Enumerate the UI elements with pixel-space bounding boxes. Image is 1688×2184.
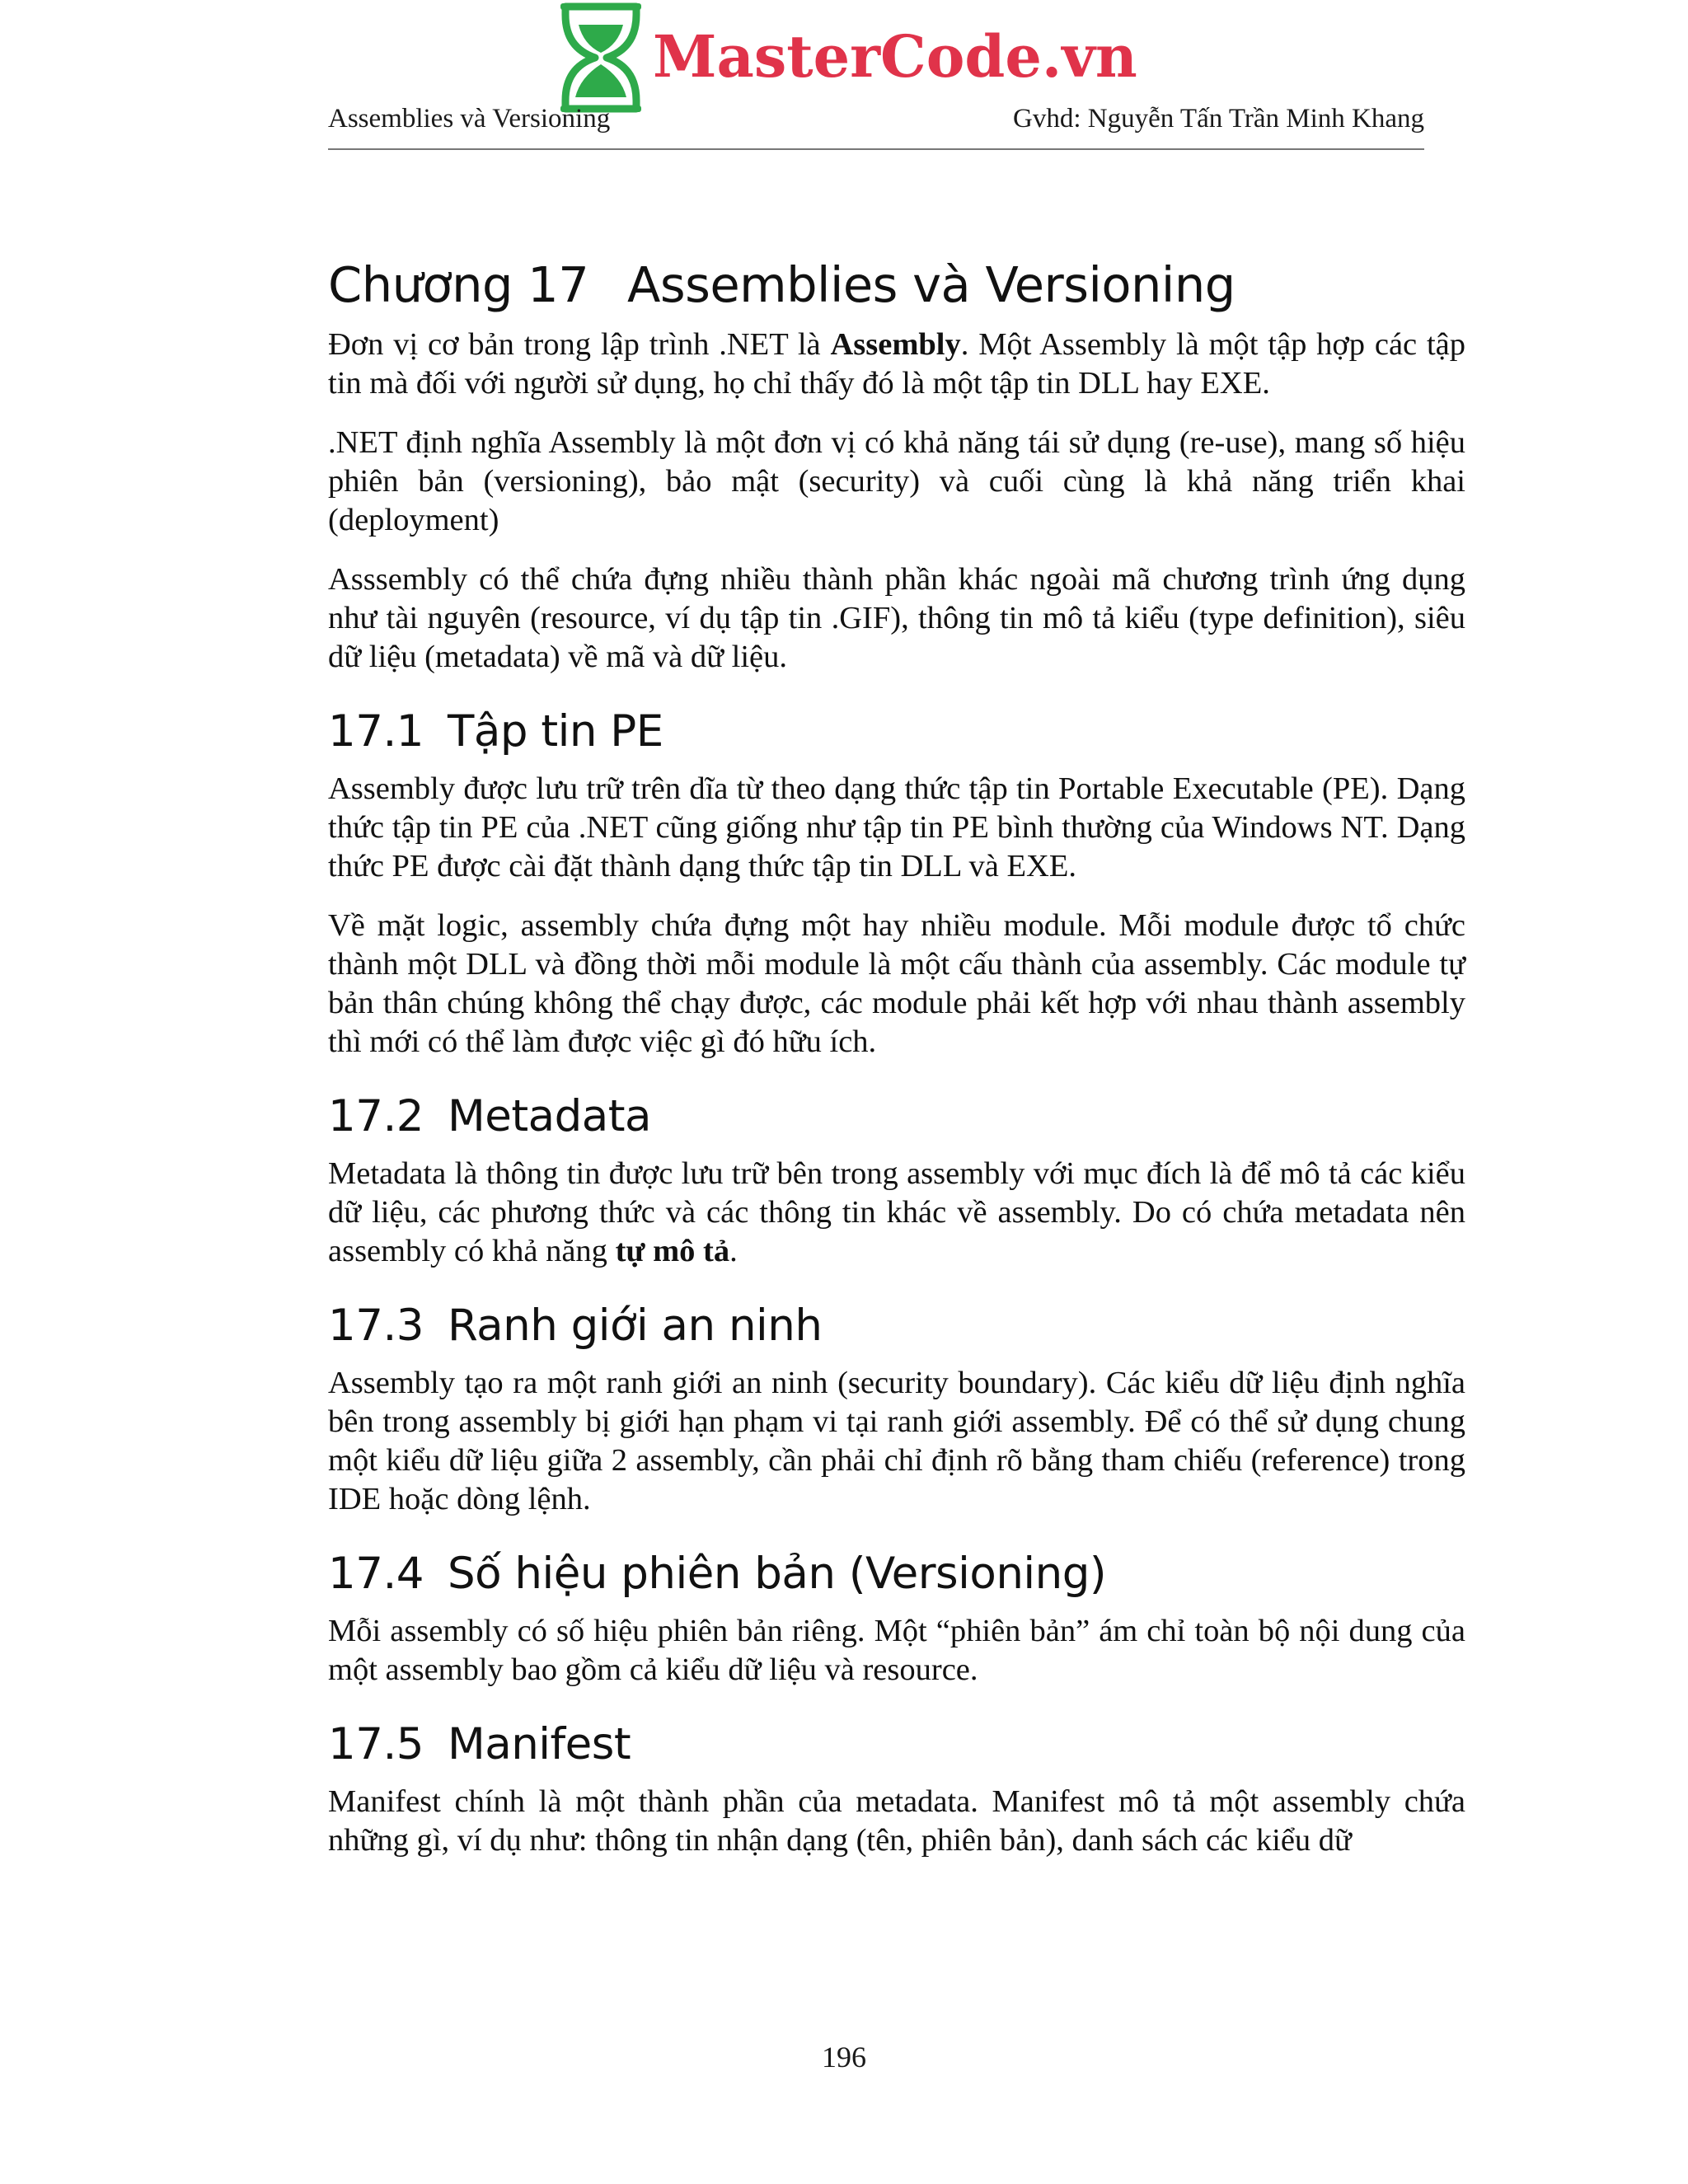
section-paragraph: Về mặt logic, assembly chứa đựng một hay nhiều module. Mỗi module được tổ chức thành một DLL và đồng thời mỗi module là một cấu thành của assembly. Các module tự bản thân chúng không thể chạy được, các module phải kết hợp với nhau thành assembly thì mới có thể làm được việc gì đó hữu ích. (328, 908, 1465, 1059)
section-heading (328, 1540, 1465, 1609)
section-title: Tập tin PE (448, 706, 663, 757)
section-number: 17.4 (328, 1549, 424, 1599)
section-heading (328, 1082, 1465, 1151)
section-title: Manifest (448, 1719, 631, 1769)
header-divider (328, 148, 1424, 150)
section-title: Số hiệu phiên bản (Versioning) (448, 1549, 1107, 1599)
section-paragraph: Assembly được lưu trữ trên dĩa từ theo dạng thức tập tin Portable Executable (PE). Dạng thức tập tin PE của .NET cũng giống như tập tin PE bình thường của Windows NT. Dạng thức PE được cài đặt thành dạng thức tập tin DLL và EXE. (328, 771, 1465, 883)
section-paragraph: Mỗi assembly có số hiệu phiên bản riêng. Một “phiên bản” ám chỉ toàn bộ nội dung của một assembly bao gồm cả kiểu dữ liệu và resource. (328, 1614, 1465, 1687)
header-instructor: Gvhd: Nguyễn Tấn Trần Minh Khang (1013, 104, 1424, 134)
intro-paragraph-1: Đơn vị cơ bản trong lập trình .NET là Assembly. Một Assembly là một tập hợp các tập tin mà đối với người sử dụng, họ chỉ thấy đó là một tập tin DLL hay EXE. (328, 327, 1465, 401)
section-number: 17.1 (328, 706, 424, 757)
site-logo (557, 0, 1137, 115)
section-number: 17.3 (328, 1301, 424, 1351)
section-paragraph: Manifest chính là một thành phần của metadata. Manifest mô tả một assembly chứa những gì, ví dụ như: thông tin nhận dạng (tên, phiên bản), danh sách các kiểu dữ (328, 1784, 1465, 1858)
bold-term: tự mô tả (615, 1234, 730, 1268)
intro-paragraph-2: .NET định nghĩa Assembly là một đơn vị có khả năng tái sử dụng (re-use), mang số hiệu phiên bản (versioning), bảo mật (security) và cuối cùng là khả năng triển khai (deployment) (328, 425, 1465, 537)
header-title: Assemblies và Versioning (328, 104, 611, 134)
section-title: Metadata (448, 1091, 651, 1141)
chapter-number: Chương 17 (328, 256, 589, 313)
section-heading (328, 1710, 1465, 1779)
main-content (328, 247, 1465, 1881)
section-number: 17.2 (328, 1091, 424, 1141)
section-heading (328, 1291, 1465, 1361)
running-header (328, 104, 1424, 145)
intro-paragraph-3: Asssembly có thể chứa đựng nhiều thành phần khác ngoài mã chương trình ứng dụng như tài nguyên (resource, ví dụ tập tin .GIF), thông tin mô tả kiểu (type definition), siêu dữ liệu (metadata) về mã và dữ liệu. (328, 562, 1465, 674)
chapter-title: Assemblies và Versioning (627, 256, 1236, 313)
section-title: Ranh giới an ninh (448, 1301, 823, 1351)
chapter-heading (328, 247, 1465, 323)
hourglass-icon (557, 2, 645, 114)
logo-text: MasterCode.vn (653, 22, 1137, 91)
section-paragraph: Assembly tạo ra một ranh giới an ninh (security boundary). Các kiểu dữ liệu định nghĩa bên trong assembly bị giới hạn phạm vi tại ranh giới assembly. Để có thể sử dụng chung một kiểu dữ liệu giữa 2 assembly, cần phải chỉ định rõ bằng tham chiếu (reference) trong IDE hoặc dòng lệnh. (328, 1366, 1465, 1516)
section-number: 17.5 (328, 1719, 424, 1769)
bold-term: Assembly (830, 327, 961, 362)
page-number: 196 (822, 2041, 866, 2074)
section-paragraph: Metadata là thông tin được lưu trữ bên trong assembly với mục đích là để mô tả các kiểu dữ liệu, các phương thức và các thông tin khác về assembly. Do có chứa metadata nên assembly có khả năng tự mô tả. (328, 1156, 1465, 1268)
section-heading (328, 697, 1465, 766)
